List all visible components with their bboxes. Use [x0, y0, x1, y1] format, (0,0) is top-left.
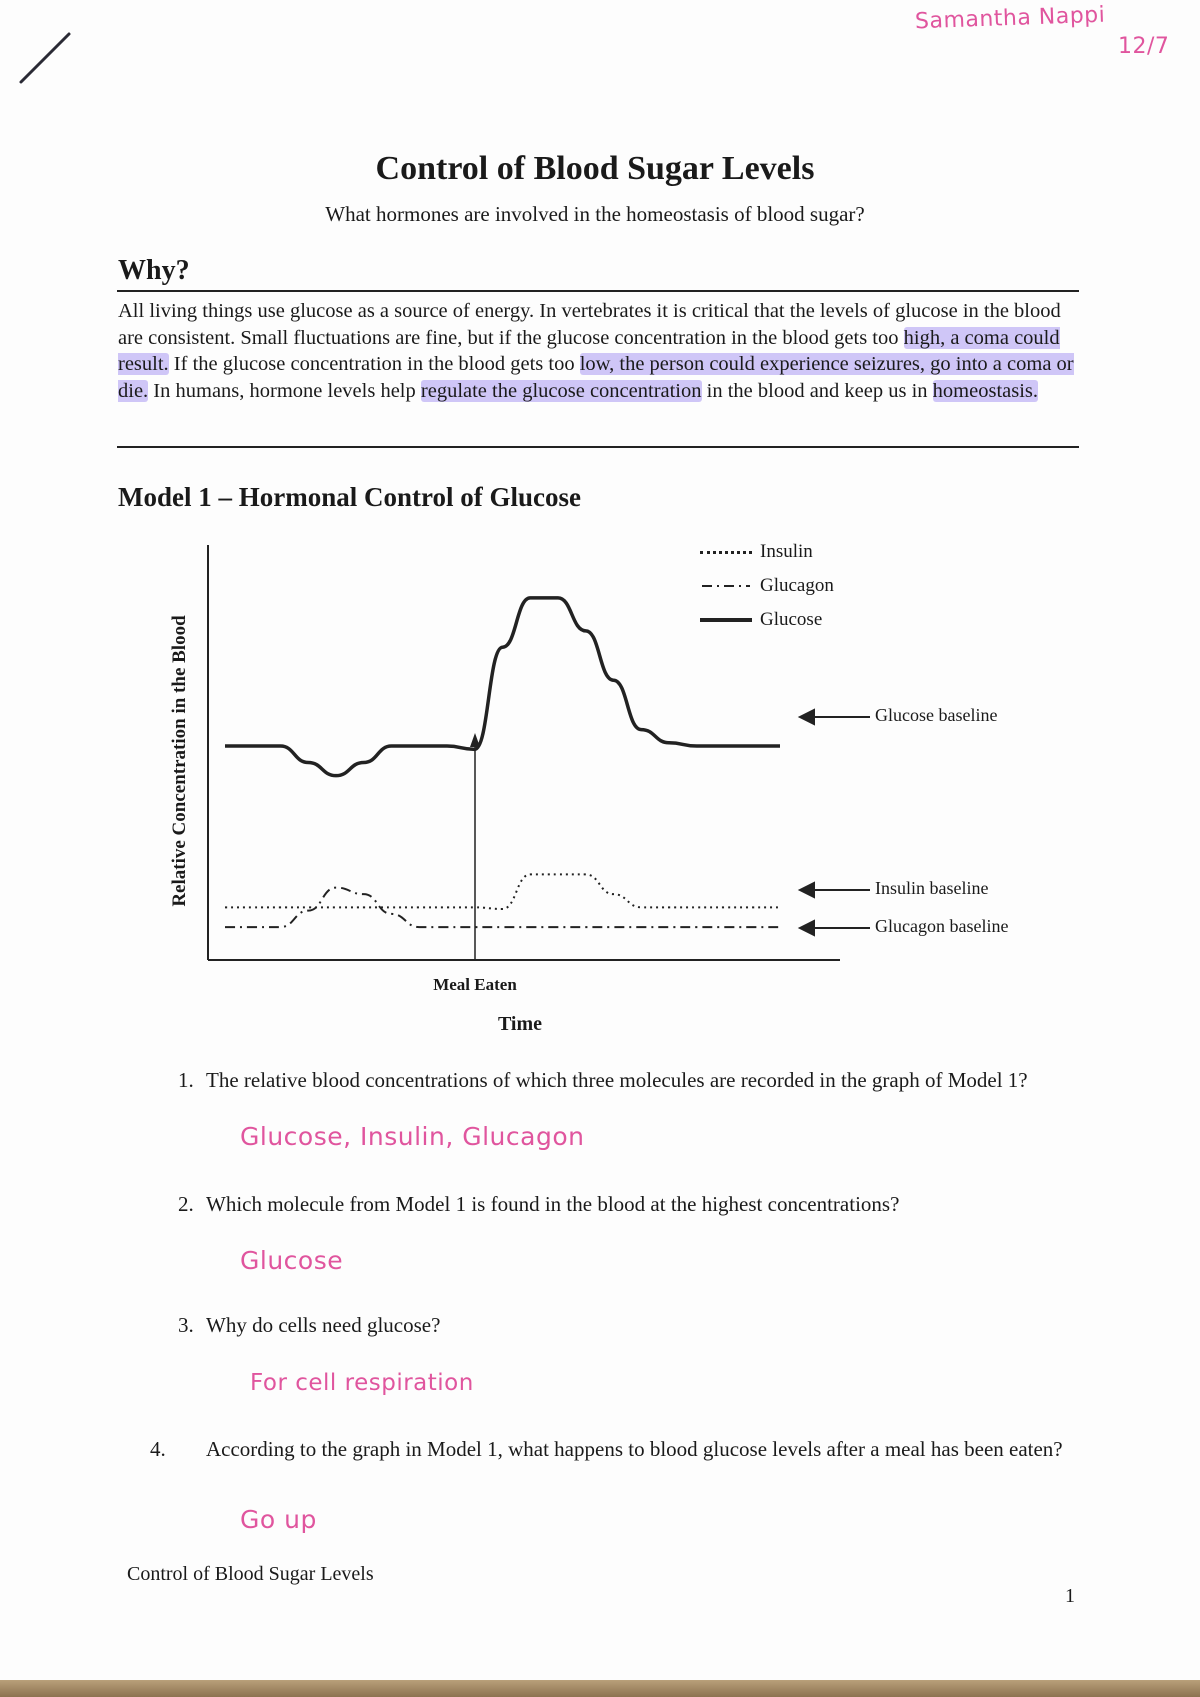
- question-text: Why do cells need glucose?: [206, 1313, 441, 1337]
- question-number: 4.: [150, 1437, 166, 1461]
- text-segment: In humans, hormone levels help: [148, 379, 421, 402]
- legend-label: Glucose: [760, 609, 823, 630]
- legend-item-glucagon: [700, 569, 834, 603]
- page-title: Control of Blood Sugar Levels: [375, 150, 815, 187]
- text-segment: If the glucose concentration in the blood gets too: [168, 353, 580, 375]
- question-number: 3.: [178, 1313, 194, 1337]
- insulin-line: [225, 874, 780, 909]
- y-axis-label: Relative Concentration in the Blood: [169, 615, 190, 907]
- hormone-chart: [160, 535, 1060, 1035]
- legend-item-insulin: [700, 535, 834, 569]
- x-axis-label: Time: [497, 1013, 543, 1035]
- chart-legend: [700, 535, 834, 637]
- page-number: 1: [1065, 1585, 1075, 1607]
- divider: [117, 290, 1079, 292]
- glucose-line: [225, 598, 780, 776]
- model-heading: Model 1 – Hormonal Control of Glucose: [118, 482, 581, 512]
- question-text: Which molecule from Model 1 is found in the blood at the highest concentrations?: [206, 1192, 900, 1216]
- highlighted-text: homeostasis.: [932, 379, 1039, 402]
- text-segment: in the blood and keep us in: [701, 379, 933, 402]
- glucose-baseline-label: Glucose baseline: [875, 705, 998, 725]
- student-name: Samantha Nappi: [914, 2, 1106, 35]
- highlighted-text: regulate the glucose concentration: [420, 379, 702, 402]
- divider: [117, 446, 1079, 448]
- legend-item-glucose: [700, 603, 834, 637]
- question-text: According to the graph in Model 1, what happens to blood glucose levels after a meal has been eaten?: [206, 1437, 1063, 1461]
- answer-1: Glucose, Insulin, Glucagon: [240, 1122, 585, 1151]
- insulin-baseline-label: Insulin baseline: [875, 878, 989, 898]
- check-mark-icon: [15, 28, 75, 88]
- question-1: [178, 1067, 1098, 1093]
- page-subtitle: What hormones are involved in the homeostasis of blood sugar?: [325, 202, 865, 226]
- highlighted-text: low, the person could experience seizures, go into a coma or die.: [118, 353, 1074, 402]
- text-segment: All living things use glucose as a source of energy. In vertebrates it is critical that the levels of glucose in the blood are consistent. Small fluctuations are fine, but if the glucose concentration in the blood gets too: [118, 300, 1061, 349]
- answer-4: Go up: [240, 1505, 317, 1534]
- question-4: [150, 1436, 1106, 1462]
- solid-line-icon: [700, 618, 752, 622]
- glucagon-line: [225, 888, 780, 928]
- question-number: 1.: [178, 1068, 194, 1092]
- table-edge-background: [0, 1680, 1200, 1697]
- meal-eaten-label: Meal Eaten: [433, 975, 517, 994]
- legend-label: Glucagon: [760, 575, 834, 596]
- highlighted-text: high, a coma could result.: [118, 326, 1060, 375]
- question-number: 2.: [178, 1192, 194, 1216]
- dash-dot-line-icon: [700, 583, 752, 589]
- footer-title: Control of Blood Sugar Levels: [127, 1563, 374, 1585]
- dotted-line-icon: [700, 551, 752, 554]
- why-heading: Why?: [118, 255, 190, 286]
- question-3: [178, 1312, 1098, 1338]
- glucagon-baseline-label: Glucagon baseline: [875, 916, 1009, 936]
- why-paragraph: [118, 298, 1078, 404]
- chart-plot: [160, 535, 1060, 1035]
- answer-2: Glucose: [240, 1246, 344, 1275]
- question-text: The relative blood concentrations of which three molecules are recorded in the graph of Model 1?: [206, 1068, 1028, 1092]
- question-2: [178, 1191, 1098, 1217]
- legend-label: Insulin: [760, 541, 813, 562]
- date-written: 12/7: [1118, 34, 1170, 59]
- answer-3: For cell respiration: [250, 1370, 474, 1396]
